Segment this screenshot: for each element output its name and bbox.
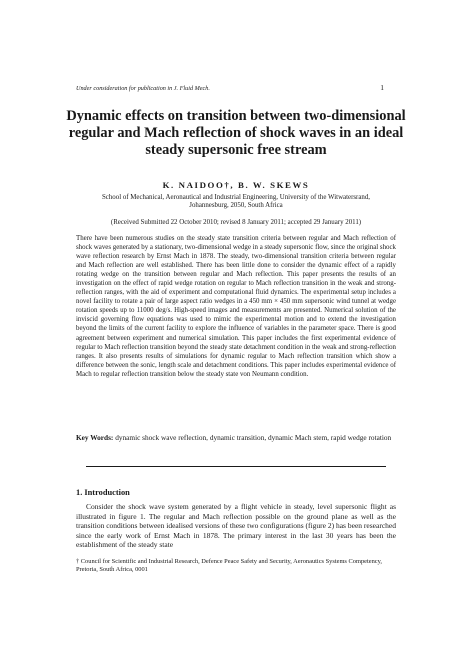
affiliation: School of Mechanical, Aeronautical and Industrial Engineering, University of the Witwatersrand, Johannesburg, 2050, South Africa: [101, 194, 371, 210]
abstract: [76, 234, 396, 379]
author-list: K. NAIDOO†, B. W. SKEWS: [162, 180, 310, 190]
author-footnote: † Council for Scientific and Industrial Research, Defence Peace Safety and Security, Aeronautics Systems Competency, Pretoria, South Africa, 0001: [76, 558, 383, 573]
abstract-text: There have been numerous studies on the steady state transition criteria between regular and Mach reflection of shock waves generated by a stationary, two-dimensional wedge in a steady supersonic flow, since the original shock wave reflection research by Ernst Mach in 1878. The steady, two-dimensional transition criteria between regular and Mach reflection are well established. There has been little done to consider the dynamic effect of a rapidly rotating wedge on the transition between regular and Mach reflection. This paper presents the results of an investigation on the effect of rapid wedge rotation on regular to Mach reflection transition in the weak and strong-reflection ranges, with the aid of experiment and computational fluid dynamics. The experimental setup includes a novel facility to rotate a pair of large aspect ratio wedges in a 450 mm × 450 mm supersonic wind tunnel at wedge rotation speeds up to 11000 deg/s. High-speed images and measurements are presented. Numerical solution of the inviscid governing flow equations was used to mimic the experimental motion and to extend the investigation beyond the limits of the current facility to explore the influence of variables in the parameter space. There is good agreement between experiment and numerical simulation. This paper includes the first experimental evidence of regular to Mach reflection transition beyond the steady state detachment condition in the weak and strong-reflection ranges. It also presents results of simulations for dynamic regular to Mach reflection transition which show a difference between the sonic, length scale and detachment conditions. This paper includes experimental evidence of Mach to regular reflection transition below the steady state von Neumann condition.: [76, 235, 396, 378]
paper-title: Dynamic effects on transition between two-dimensional regular and Mach reflection of shock waves in an ideal steady supersonic free stream: [66, 108, 406, 158]
section-heading-introduction: 1. Introduction: [76, 488, 130, 497]
introduction-body: [76, 502, 396, 550]
keywords-text: dynamic shock wave reflection, dynamic transition, dynamic Mach stem, rapid wedge rotation: [115, 433, 392, 442]
keywords: [76, 433, 396, 442]
keywords-label: Key Words:: [76, 433, 114, 442]
section-divider: [86, 466, 386, 467]
received-dates: (Received Submitted 22 October 2010; revised 8 January 2011; accepted 29 January 2011): [110, 219, 362, 226]
page-number: 1: [380, 83, 384, 92]
running-header: [76, 85, 384, 92]
running-header-text: Under consideration for publication in J. Fluid Mech.: [76, 85, 210, 92]
introduction-paragraph: Consider the shock wave system generated by a flight vehicle in steady, level supersonic flight as illustrated in figure 1. The regular and Mach reflection possible on the ground plane as well as the transition conditions between idealised versions of these two configurations (figure 2) has been researched since the early work of Ernst Mach in 1878. The primary interest in the last 30 years has been the establishment of the steady state: [76, 502, 396, 549]
